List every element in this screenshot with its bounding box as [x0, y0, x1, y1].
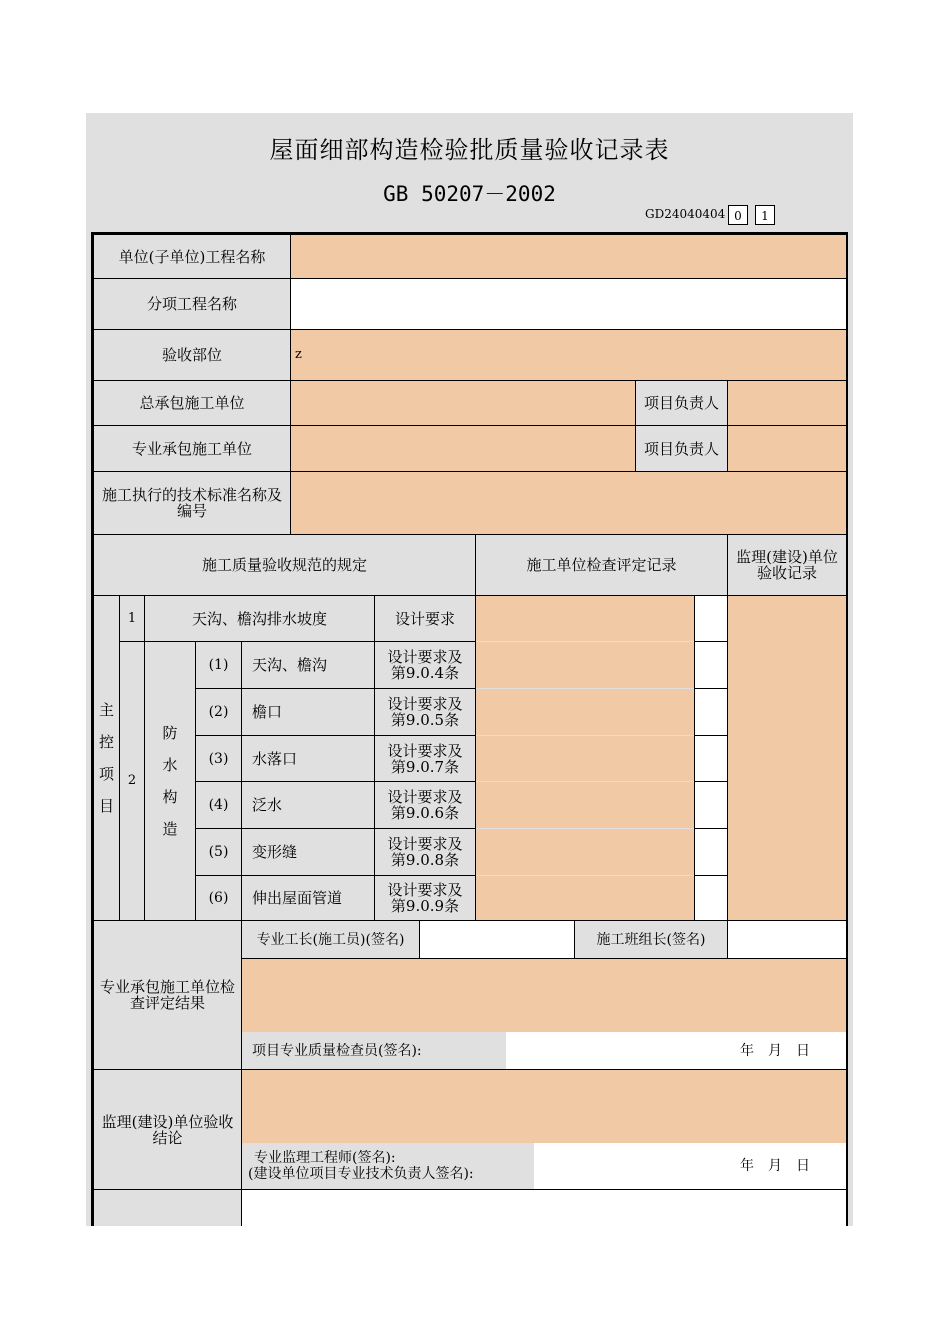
subitem-name: 天沟、檐沟 — [241, 641, 375, 689]
foreman-label: 专业工长(施工员)(签名) — [241, 920, 420, 959]
project-manager-label-2: 项目负责人 — [635, 425, 728, 472]
subitem-check-input[interactable] — [476, 736, 695, 781]
remarks-input[interactable] — [241, 1189, 847, 1226]
main-control-label — [93, 595, 120, 921]
sub-project-label: 分项工程名称 — [93, 278, 291, 330]
subitem-requirement: 设计要求及第9.0.7条 — [374, 735, 476, 782]
subitem-name: 变形缝 — [241, 828, 375, 876]
standard-name-input[interactable] — [290, 471, 847, 535]
spec-column-header: 施工质量验收规范的规定 — [93, 534, 476, 596]
subitem-check-extra[interactable] — [694, 735, 728, 782]
subitem-number: (2) — [195, 688, 242, 736]
standard-name-label: 施工执行的技术标准名称及编号 — [93, 471, 291, 535]
subitem-check-input[interactable] — [476, 782, 695, 828]
subitem-name: 水落口 — [241, 735, 375, 782]
table-border-top — [91, 232, 848, 234]
subitem-check-input[interactable] — [476, 689, 695, 735]
engineer-signature-label — [242, 1143, 534, 1189]
subitem-check-extra[interactable] — [694, 828, 728, 876]
subitem-requirement: 设计要求及第9.0.9条 — [374, 875, 476, 921]
main-control-char: 项 — [98, 765, 114, 783]
table-border-left — [91, 232, 93, 1226]
sub-project-input[interactable] — [290, 278, 847, 330]
subitem-number: (4) — [195, 781, 242, 829]
subitem-number: (1) — [195, 641, 242, 689]
subitem-name: 伸出屋面管道 — [241, 875, 375, 921]
team-leader-label: 施工班组长(签名) — [574, 920, 728, 959]
inspection-date[interactable]: 年 月 日 — [506, 1032, 846, 1069]
subitem-number: (3) — [195, 735, 242, 782]
supervision-conclusion-input[interactable] — [242, 1070, 846, 1143]
subitem-check-extra[interactable] — [694, 875, 728, 921]
subitem-number: (6) — [195, 875, 242, 921]
subitem-requirement: 设计要求及第9.0.6条 — [374, 781, 476, 829]
form-code-box-2[interactable]: 1 — [755, 205, 775, 225]
subitem-requirement: 设计要求及第9.0.8条 — [374, 828, 476, 876]
unit-project-label: 单位(子单位)工程名称 — [93, 234, 291, 279]
remarks-label — [93, 1189, 242, 1226]
sub-contractor-input[interactable] — [290, 425, 636, 472]
conclusion-date[interactable]: 年 月 日 — [534, 1143, 846, 1189]
team-leader-signature-input[interactable] — [727, 920, 847, 959]
supervision-conclusion-label: 监理(建设)单位验收结论 — [93, 1069, 242, 1190]
subitem-requirement: 设计要求及第9.0.5条 — [374, 688, 476, 736]
item1-check-extra[interactable] — [694, 595, 728, 642]
form-title: 屋面细部构造检验批质量验收记录表 — [269, 136, 670, 164]
general-contractor-input[interactable] — [290, 380, 636, 426]
main-control-char: 控 — [98, 733, 114, 751]
main-control-char: 主 — [98, 701, 114, 719]
supervision-column-header: 监理(建设)单位验收记录 — [727, 534, 847, 596]
item2-label-char: 防 — [162, 724, 178, 742]
contractor-result-input[interactable] — [242, 959, 846, 1032]
subitem-requirement: 设计要求及第9.0.4条 — [374, 641, 476, 689]
item1-requirement: 设计要求 — [374, 595, 476, 642]
acceptance-part-label: 验收部位 — [93, 329, 291, 381]
subitem-check-extra[interactable] — [694, 781, 728, 829]
check-column-header: 施工单位检查评定记录 — [475, 534, 728, 596]
subitem-name: 檐口 — [241, 688, 375, 736]
main-control-char: 目 — [98, 797, 114, 815]
item2-label-char: 造 — [162, 820, 178, 838]
general-contractor-label: 总承包施工单位 — [93, 380, 291, 426]
form-code-box-1[interactable]: 0 — [728, 205, 748, 225]
subitem-check-input[interactable] — [476, 642, 695, 688]
engineer-label: 专业监理工程师(签名): — [254, 1150, 396, 1166]
subitem-name: 泛水 — [241, 781, 375, 829]
project-manager-label-1: 项目负责人 — [635, 380, 728, 426]
table-border-right — [846, 232, 848, 1226]
subitem-check-extra[interactable] — [694, 641, 728, 689]
item2-number: 2 — [119, 641, 145, 921]
owner-label: (建设单位项目专业技术负责人签名): — [248, 1166, 474, 1182]
item2-label-char: 水 — [162, 756, 178, 774]
project-manager-input-1[interactable] — [727, 380, 847, 426]
sub-contractor-label: 专业承包施工单位 — [93, 425, 291, 472]
subitem-check-input[interactable] — [476, 876, 695, 920]
foreman-signature-input[interactable] — [419, 920, 575, 959]
item1-check-input[interactable] — [476, 596, 695, 641]
item1-name: 天沟、檐沟排水坡度 — [144, 595, 375, 642]
acceptance-part-input[interactable]: z — [290, 329, 847, 381]
item1-number: 1 — [119, 595, 145, 642]
item2-label-char: 构 — [162, 788, 178, 806]
supervision-record-input[interactable] — [727, 595, 847, 921]
standard-code: GB 50207－2002 — [383, 182, 556, 206]
subitem-check-input[interactable] — [476, 829, 695, 875]
unit-project-input[interactable] — [290, 234, 847, 279]
project-manager-input-2[interactable] — [727, 425, 847, 472]
form-code: GD24040404 — [645, 207, 726, 221]
contractor-result-label: 专业承包施工单位检查评定结果 — [93, 920, 242, 1070]
quality-inspector-label: 项目专业质量检查员(签名): — [242, 1032, 506, 1069]
item2-label — [144, 641, 196, 921]
subitem-check-extra[interactable] — [694, 688, 728, 736]
subitem-number: (5) — [195, 828, 242, 876]
